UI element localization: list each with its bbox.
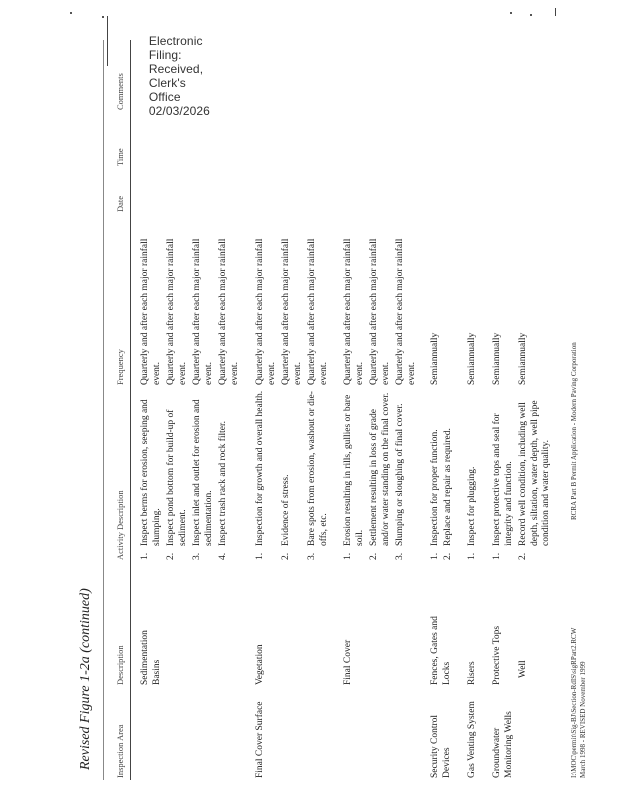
row-description: Fences, Gates and Locks — [430, 616, 452, 685]
header-date: Date — [115, 195, 125, 212]
item-text: Inspect protective tops and seal for integrity and function. — [492, 413, 514, 546]
activity-item — [395, 385, 407, 560]
item-number: 3. — [192, 552, 202, 560]
frequency-text: Quarterly and after each major rainfall event. — [255, 238, 277, 385]
item-text: Inspection for proper function. — [430, 429, 440, 546]
activity-item — [281, 385, 293, 560]
frequency-text: Quarterly and after each major rainfall event. — [140, 238, 162, 385]
item-text: Bare spots from erosion, washout or die-offs, etc. — [307, 391, 329, 546]
item-text: Replace and repair as required. — [443, 428, 453, 546]
item-text: Record well condition, including well depth, siltation, water depth, well pipe condition and water quality. — [518, 400, 551, 546]
frequency-text: Quarterly and after each major rainfall event. — [307, 238, 329, 385]
footer-title: RCRA Part B Permit Application - Modern Paving Corporation — [570, 342, 578, 520]
frequency-text: Quarterly and after each major rainfall event. — [395, 238, 417, 385]
scan-speck — [102, 16, 104, 18]
item-text: Erosion resulting in rills, gullies or bare soil. — [343, 394, 365, 546]
item-number: 1. — [343, 552, 353, 560]
frequency-text: Quarterly and after each major rainfall event. — [192, 238, 214, 385]
item-number: 1. — [140, 552, 150, 560]
row-description: Vegetation — [255, 644, 265, 685]
item-text: Evidence of stress. — [281, 474, 291, 546]
item-number: 2. — [166, 552, 176, 560]
activity-item — [443, 385, 455, 560]
scan-speck — [530, 14, 532, 16]
row-description: Sedimentation Basins — [140, 630, 162, 685]
item-number: 1. — [430, 552, 440, 560]
item-number: 3. — [307, 552, 317, 560]
row-area: Security Control Devices — [430, 714, 452, 778]
figure-title: Revised Figure 1-2a (continued) — [78, 588, 93, 770]
item-number: 2. — [281, 552, 291, 560]
activity-item — [192, 385, 215, 560]
activity-item — [430, 385, 442, 560]
stamp-word: Clerk's — [148, 76, 186, 90]
header-frequency: Frequency — [115, 349, 125, 385]
item-number: 1. — [467, 552, 477, 560]
item-text: Inspect pond bottom for build-up of sediment. — [166, 409, 188, 546]
scan-speck — [70, 12, 72, 14]
header-area: Inspection Area — [115, 724, 125, 778]
item-text: Inspect inlet and outlet for erosion and sedimentation. — [192, 399, 214, 546]
scan-speck — [510, 12, 512, 14]
stamp-word: Filing: — [148, 48, 182, 62]
row-area: Gas Venting System — [467, 701, 477, 778]
row-description: Protective Tops — [492, 625, 502, 685]
header-description: Description — [115, 645, 125, 685]
rotated-page — [70, 30, 610, 790]
stamp-word: Electronic — [148, 34, 203, 48]
frequency-text: Quarterly and after each major rainfall event. — [369, 238, 391, 385]
activity-item — [343, 385, 366, 560]
item-number: 3. — [395, 552, 405, 560]
item-number: 2. — [369, 552, 379, 560]
top-rule — [103, 40, 104, 780]
item-text: Settlement resulting in loss of grade and/or water standing on the final cover. — [369, 392, 391, 546]
item-text: Slumping or sloughing of final cover. — [395, 403, 405, 546]
header-comments: Comments — [115, 73, 125, 110]
activity-item — [218, 385, 230, 560]
stamp-word: Received, — [148, 62, 204, 76]
frequency-text: Quarterly and after each major rainfall event. — [281, 238, 303, 385]
stamp-word: Office — [148, 90, 181, 104]
item-text: Inspect for plugging. — [467, 466, 477, 546]
item-text: Inspect trash rack and rock filter. — [218, 420, 228, 546]
frequency-text: Semiannually — [467, 332, 477, 385]
activity-item — [518, 385, 553, 560]
item-text: Inspect berms for erosion, seeping and slumping. — [140, 399, 162, 546]
header-activity: Activity Description — [115, 490, 125, 560]
header-rule — [130, 40, 131, 780]
footer-path: I:\MOC\permit\Sig-BJ\Section-RdIS\sigRPart2.RCW — [570, 627, 578, 778]
activity-item — [467, 385, 479, 560]
item-number: 2. — [518, 552, 528, 560]
frequency-text: Quarterly and after each major rainfall event. — [343, 238, 365, 385]
footer-date: March 1998 - REVISED November 1999 — [579, 661, 587, 778]
header-time: Time — [115, 148, 125, 166]
scan-mark — [555, 8, 556, 16]
stamp-date: 02/03/2026 — [148, 104, 210, 118]
frequency-text: Quarterly and after each major rainfall event. — [166, 238, 188, 385]
activity-item — [492, 385, 515, 560]
item-number: 2. — [443, 552, 453, 560]
activity-item — [255, 385, 267, 560]
item-number: 1. — [255, 552, 265, 560]
activity-item — [369, 385, 392, 560]
activity-item — [307, 385, 330, 560]
activity-item — [166, 385, 189, 560]
frequency-text: Semiannually — [492, 332, 502, 385]
row-area: Groundwater Monitoring Wells — [492, 711, 514, 778]
frequency-text: Semiannually — [518, 332, 528, 385]
row-description: Well — [518, 660, 528, 678]
row-description: Risers — [467, 661, 477, 685]
item-number: 4. — [218, 552, 228, 560]
frequency-text: Semiannually — [430, 332, 440, 385]
item-number: 1. — [492, 552, 502, 560]
frequency-text: Quarterly and after each major rainfall event. — [218, 238, 240, 385]
row-area: Final Cover Surface — [255, 701, 265, 778]
row-description: Final Cover — [343, 639, 353, 685]
activity-item — [140, 385, 163, 560]
item-text: Inspection for growth and overall health. — [255, 390, 265, 546]
